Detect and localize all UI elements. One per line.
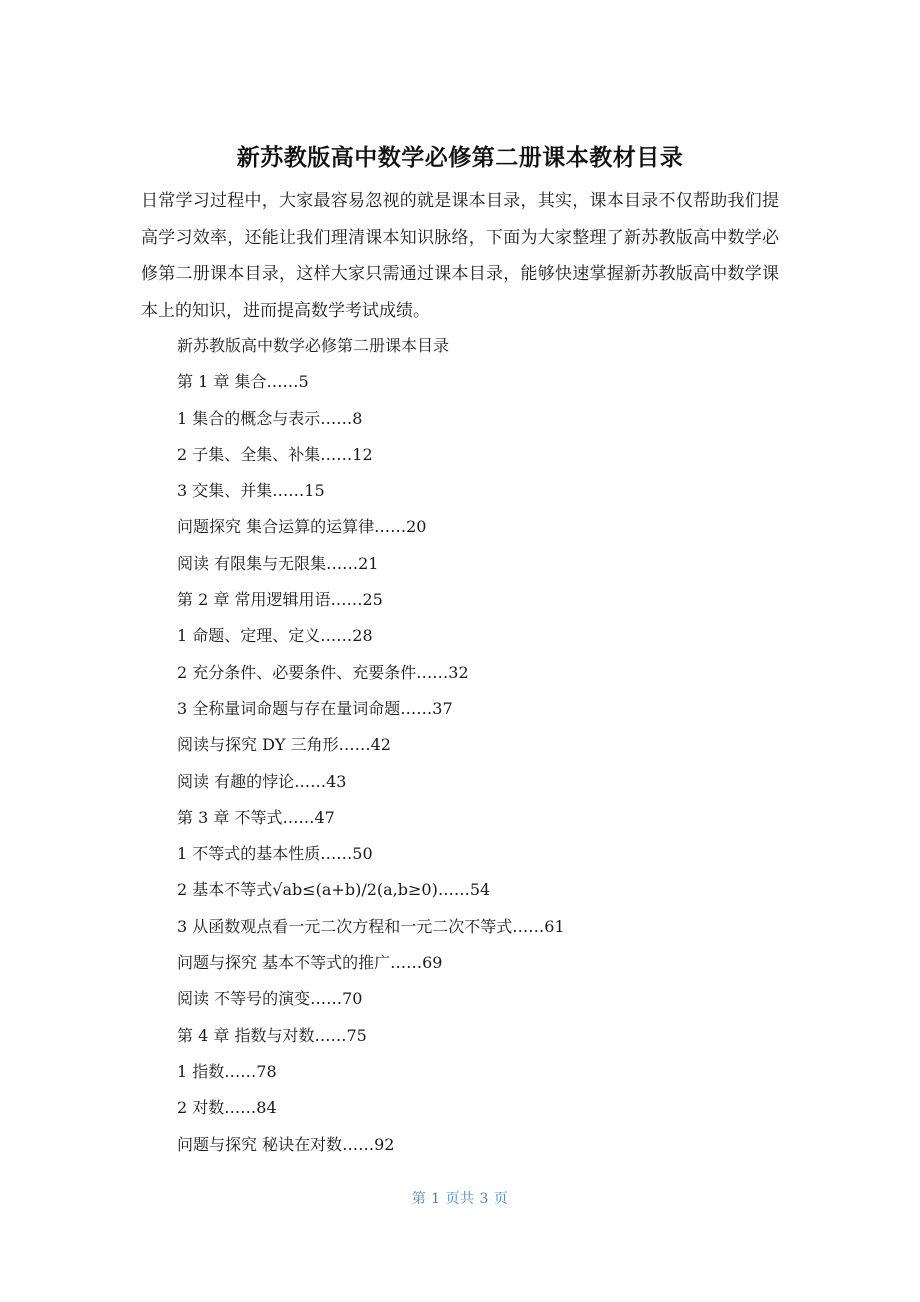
toc-item: 2 对数……84 (177, 1098, 277, 1118)
toc-item: 3 从函数观点看一元二次方程和一元二次不等式……61 (177, 916, 565, 936)
intro-paragraph: 日常学习过程中，大家最容易忽视的就是课本目录，其实，课本目录不仅帮助我们提高学习效率，还能让我们理清课本知识脉络，下面为大家整理了新苏教版高中数学必修第二册课本目录，这样大家只需通过课本目录，能够快速掌握新苏教版高中数学课本上的知识，进而提高数学考试成绩。 (141, 191, 779, 321)
toc-item: 1 指数……78 (177, 1061, 277, 1081)
toc-item: 问题与探究 秘诀在对数……92 (177, 1134, 395, 1154)
page-footer: 第 1 页共 3 页 (411, 1191, 509, 1207)
toc-chapter-2: 第 2 章 常用逻辑用语……25 (177, 590, 383, 610)
toc-item: 阅读 有趣的悖论……43 (177, 771, 347, 791)
toc-item: 问题探究 集合运算的运算律……20 (177, 517, 427, 537)
toc-item: 问题与探究 基本不等式的推广……69 (177, 953, 443, 973)
toc-item: 1 命题、定理、定义……28 (177, 626, 373, 646)
toc-item: 2 基本不等式√ab≤(a+b)/2(a,b≥0)……54 (177, 880, 491, 900)
toc-item: 3 全称量词命题与存在量词命题……37 (177, 698, 453, 718)
toc-item: 2 子集、全集、补集……12 (177, 444, 373, 464)
toc-item: 2 充分条件、必要条件、充要条件……32 (177, 662, 469, 682)
toc-item: 1 不等式的基本性质……50 (177, 844, 373, 864)
toc-chapter-3: 第 3 章 不等式……47 (177, 807, 335, 827)
toc-item: 阅读 不等号的演变……70 (177, 989, 363, 1009)
document-title: 新苏教版高中数学必修第二册课本教材目录 (236, 145, 684, 171)
toc-heading: 新苏教版高中数学必修第二册课本目录 (177, 336, 450, 355)
toc-chapter-4: 第 4 章 指数与对数……75 (177, 1025, 367, 1045)
toc-item: 阅读与探究 DY 三角形……42 (177, 735, 391, 755)
toc-item: 1 集合的概念与表示……8 (177, 408, 363, 428)
table-of-contents (177, 328, 565, 1163)
toc-chapter-1: 第 1 章 集合……5 (177, 372, 309, 392)
toc-item: 3 交集、并集……15 (177, 481, 325, 501)
toc-item: 阅读 有限集与无限集……21 (177, 553, 379, 573)
